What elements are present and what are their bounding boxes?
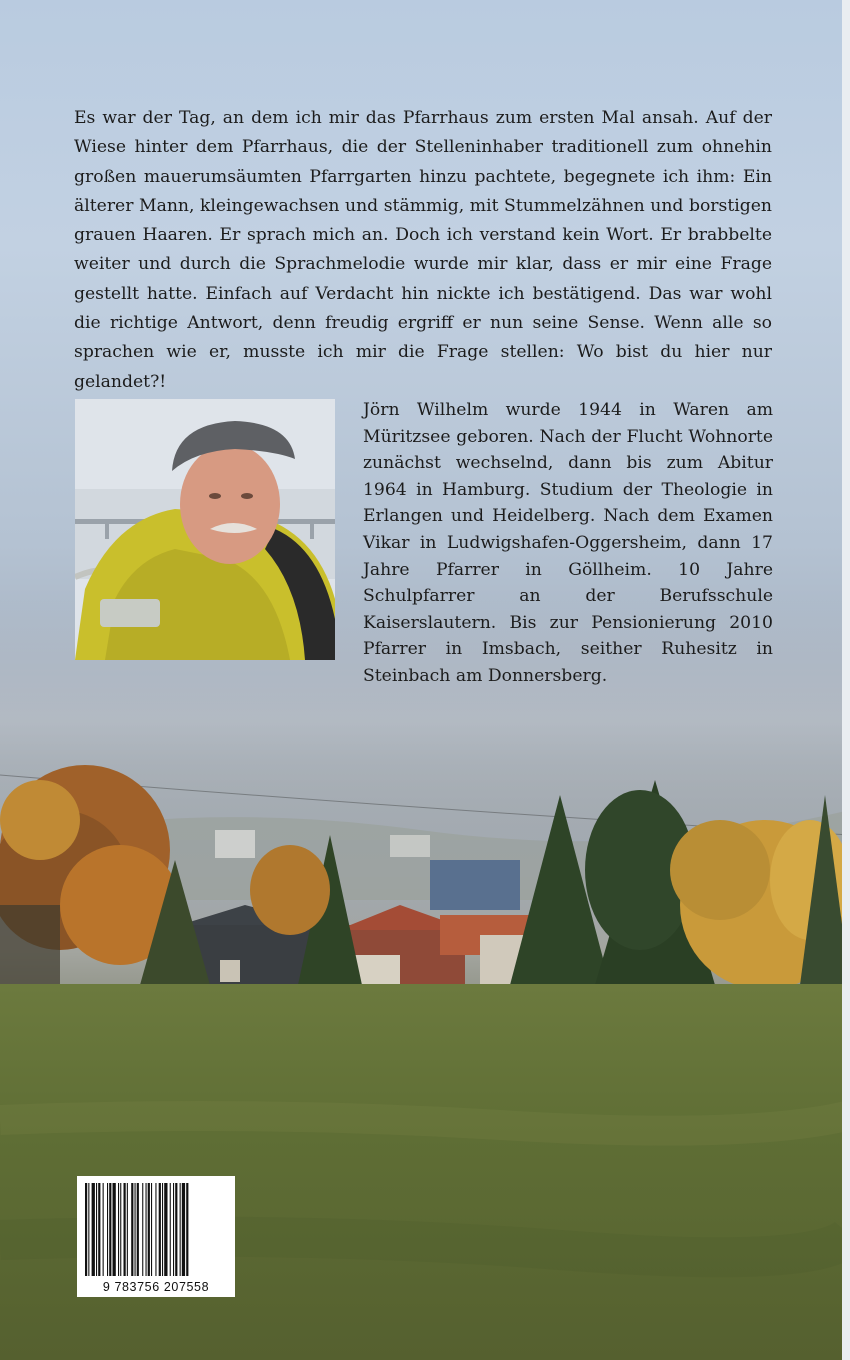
page-edge: [842, 0, 850, 1360]
barcode-bar: [155, 1183, 156, 1276]
isbn-barcode: [77, 1176, 235, 1297]
barcode-bar: [173, 1183, 174, 1276]
author-photo: [75, 399, 335, 660]
barcode-bar: [182, 1183, 185, 1276]
barcode-bar: [120, 1183, 121, 1276]
barcode-bar: [180, 1183, 181, 1276]
author-bio-text: Jörn Wilhelm wurde 1944 in Waren am Müritzsee geboren. Nach der Flucht Wohnorte zunächst wechselnd, dann bis zum Abitur 1964 in Hamburg. Studium der Theologie in Erlangen und Heidelberg. Nach dem Examen Vikar in Ludwigshafen-Oggersheim, dann 17 Jahre Pfarrer in Göllheim. 10 Jahre Schulpfarrer an der Berufsschule Kaiserslautern. Bis zur Pensionierung 2010 Pfarrer in Imsbach, seither Ruhesitz in Steinbach am Donnersberg.: [363, 400, 773, 686]
barcode-bar: [131, 1183, 133, 1276]
barcode-bar: [88, 1183, 89, 1276]
barcode-bar: [127, 1183, 128, 1276]
barcode-bar: [107, 1183, 108, 1276]
barcode-bar: [103, 1183, 104, 1276]
blurb-text: Es war der Tag, an dem ich mir das Pfarrhaus zum ersten Mal ansah. Auf der Wiese hinter dem Pfarrhaus, die der Stelleninhaber traditionell zum ohnehin großen mauerumsäumten Pfarrgarten hinzu pachtete, begegnete ich ihm: Ein älterer Mann, kleingewachsen und stämmig, mit Stummelzähnen und borstigen grauen Haaren. Er sprach mich an. Doch ich verstand kein Wort. Er brabbelte weiter und durch die Sprachmelodie wurde mir klar, dass er mir eine Frage gestellt hatte. Einfach auf Verdacht hin nickte ich bestätigend. Das war wohl die richtige Antwort, denn freudig ergriff er nun seine Sense. Wenn alle so sprachen wie er, musste ich mir die Frage stellen: Wo bist du hier nur gelandet?!: [74, 108, 772, 392]
barcode-bar: [170, 1183, 171, 1276]
barcode-bar: [113, 1183, 116, 1276]
barcode-bar: [85, 1183, 87, 1276]
barcode-bar: [186, 1183, 188, 1276]
barcode-bar: [135, 1183, 136, 1276]
barcode-bar: [175, 1183, 177, 1276]
barcode-bar: [162, 1183, 163, 1276]
barcode-bar: [92, 1183, 95, 1276]
barcode-bar: [96, 1183, 97, 1276]
barcode-bar: [148, 1183, 150, 1276]
barcode-bar: [159, 1183, 161, 1276]
barcode-bar: [98, 1183, 100, 1276]
barcode-bar: [124, 1183, 126, 1276]
barcode-bar: [146, 1183, 147, 1276]
barcode-bar: [151, 1183, 152, 1276]
barcode-bar: [118, 1183, 119, 1276]
barcode-bar: [137, 1183, 139, 1276]
barcode-bars: [85, 1183, 227, 1276]
barcode-bar: [164, 1183, 167, 1276]
barcode-bar: [109, 1183, 111, 1276]
barcode-bar: [142, 1183, 143, 1276]
isbn-digits: 9 783756 207558: [102, 1280, 210, 1294]
